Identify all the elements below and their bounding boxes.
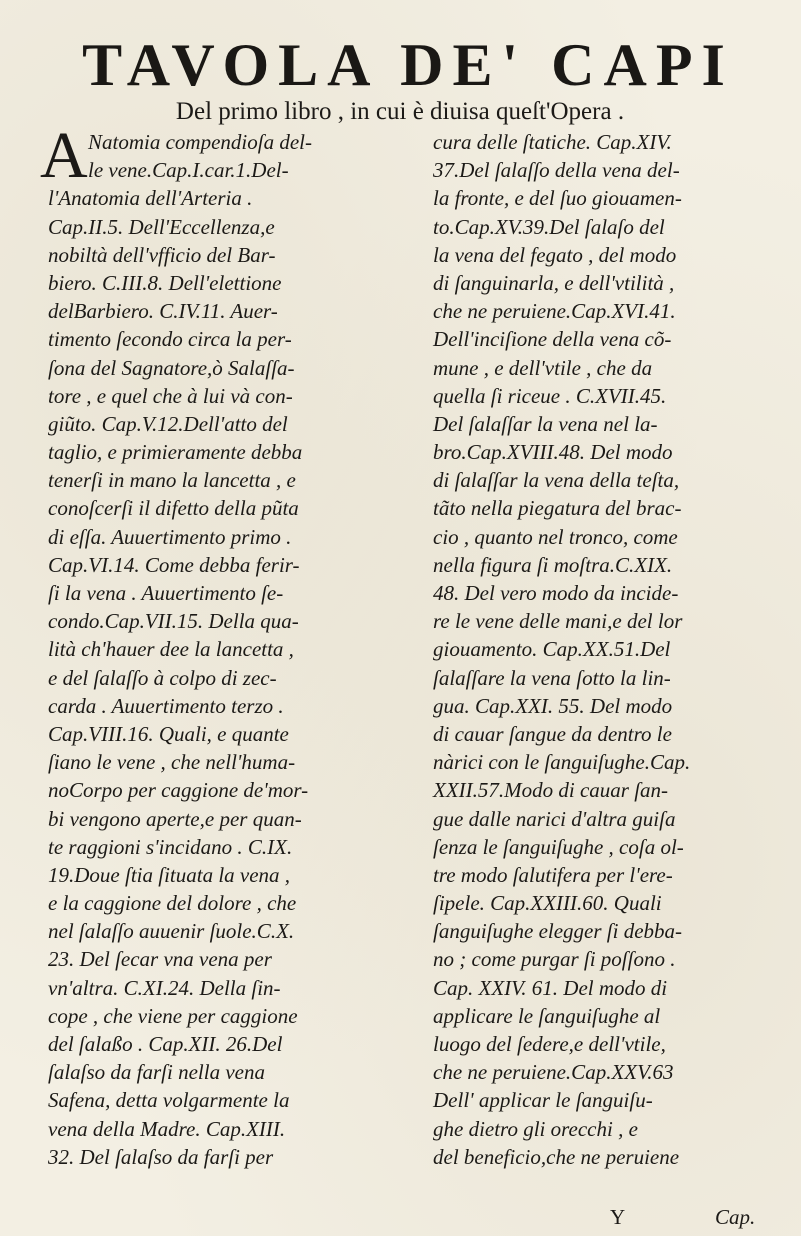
page-subtitle: Del primo libro , in cui è diuisa queſt'Opera . (175, 98, 625, 125)
text-line: gue dalle narici d'altra guiſa (433, 806, 676, 831)
text-line: ſalaſso da farſi nella vena (48, 1060, 265, 1085)
text-line: bi vengono aperte,e per quan- (48, 806, 302, 831)
text-line: Del ſalaſſar la vena nel la- (433, 411, 658, 436)
text-line: taglio, e primieramente debba (48, 440, 303, 465)
text-line: delBarbiero. C.IV.11. Auer- (48, 299, 278, 324)
text-line: vena della Madre. Cap.XIII. (48, 1116, 286, 1141)
text-line: ſenza le ſanguiſughe , coſa ol- (433, 834, 684, 859)
text-line: tenerſi in mano la lancetta , e (48, 468, 296, 493)
text-line: vn'altra. C.XI.24. Della ſin- (48, 975, 281, 1000)
text-line: del beneficio,che ne peruiene (433, 1144, 680, 1169)
text-line: biero. C.III.8. Dell'elettione (48, 270, 282, 295)
text-line: ſalaſſare la vena ſotto la lin- (433, 665, 671, 690)
text-line: Cap.II.5. Dell'Eccellenza,e (48, 214, 275, 239)
text-line: carda . Auuertimento terzo . (48, 693, 284, 718)
text-line: 32. Del ſalaſso da farſi per (48, 1144, 274, 1169)
text-line: quella ſi riceue . C.XVII.45. (433, 383, 667, 408)
text-line: te raggioni s'incidano . C.IX. (48, 834, 293, 859)
text-line: cope , che viene per caggione (48, 1003, 298, 1028)
text-line: Cap. XXIV. 61. Del modo di (433, 975, 668, 1000)
text-line: mune , e dell'vtile , che da (433, 355, 653, 380)
text-line: l'Anatomia dell'Arteria . (48, 186, 253, 211)
page-title: TAVOLA DE' CAPI (82, 32, 734, 98)
text-line: ſanguiſughe elegger ſi debba- (433, 919, 683, 944)
text-line: gua. Cap.XXI. 55. Del modo (433, 693, 673, 718)
text-line: che ne peruiene.Cap.XXV.63 (433, 1060, 674, 1085)
text-line: Safena, detta volgarmente la (48, 1088, 290, 1113)
text-line: re le vene delle mani,e del lor (433, 609, 683, 634)
text-line: di ſanguinarla, e dell'vtilità , (433, 270, 675, 295)
text-line: XXII.57.Modo di cauar ſan- (433, 778, 669, 803)
text-line: nobiltà dell'vfficio del Bar- (48, 242, 276, 267)
text-line: la vena del fegato , del modo (433, 242, 677, 267)
text-line: Cap.VI.14. Come debba ferir- (48, 552, 300, 577)
left-column (40, 119, 393, 1171)
text-line: 23. Del ſecar vna vena per (48, 947, 272, 972)
text-line: nella figura ſi moſtra.C.XIX. (433, 552, 673, 577)
text-line: 19.Doue ſtia ſituata la vena , (48, 862, 291, 887)
text-line: tre modo ſalutifera per l'ere- (433, 862, 673, 887)
text-line: lità ch'hauer dee la lancetta , (48, 637, 294, 662)
text-line: ghe dietro gli orecchi , e (433, 1116, 638, 1141)
text-line: giũto. Cap.V.12.Dell'atto del (48, 411, 288, 436)
text-line: Cap.VIII.16. Quali, e quante (48, 721, 289, 746)
text-line: tãto nella piegatura del brac- (433, 496, 682, 521)
text-line: giouamento. Cap.XX.51.Del (433, 637, 671, 662)
text-line: del ſalaßo . Cap.XII. 26.Del (48, 1032, 283, 1056)
text-line: di cauar ſangue da dentro le (433, 721, 672, 746)
signature-mark: Y (610, 1205, 626, 1229)
catchword: Cap. (715, 1205, 756, 1229)
text-line: luogo del ſedere,e dell'vtile, (433, 1032, 666, 1056)
text-line: ſi la vena . Auuertimento ſe- (48, 581, 284, 605)
text-line: e del ſalaſſo à colpo di zec- (48, 665, 277, 690)
text-line: cura delle ſtatiche. Cap.XIV. (433, 130, 672, 154)
text-line: conoſcerſi il difetto della pũta (48, 496, 299, 521)
text-line: no ; come purgar ſi poſſono . (433, 947, 676, 972)
text-line: 48. Del vero modo da incide- (433, 581, 679, 605)
text-line: cio , quanto nel tronco, come (433, 524, 678, 549)
text-line: di ſalaſſar la vena della teſta, (433, 468, 680, 493)
text-line: tore , e quel che à lui và con- (48, 383, 293, 408)
text-line: ſiano le vene , che nell'huma- (48, 750, 296, 775)
text-line: timento ſecondo circa la per- (48, 327, 292, 352)
text-line: Dell' applicar le ſanguiſu- (433, 1088, 653, 1113)
text-line: ſipele. Cap.XXIII.60. Quali (433, 891, 662, 916)
text-line: condo.Cap.VII.15. Della qua- (48, 609, 299, 634)
text-line: 37.Del ſalaſſo della vena del- (433, 158, 680, 183)
text-line: ſona del Sagnatore,ò Salaſſa- (48, 355, 295, 380)
text-line: e la caggione del dolore , che (48, 891, 297, 916)
text-line: nàrici con le ſanguiſughe.Cap. (433, 750, 691, 775)
right-column (433, 128, 778, 1171)
text-line: to.Cap.XV.39.Del ſalaſo del (433, 214, 665, 239)
text-line: Natomia compendioſa del- (88, 130, 312, 154)
text-line: applicare le ſanguiſughe al (433, 1003, 661, 1028)
drop-cap: A (40, 119, 88, 192)
text-line: le vene.Cap.I.car.1.Del- (88, 158, 289, 183)
text-line: nel ſalaſſo auuenir ſuole.C.X. (48, 919, 295, 944)
text-line: di eſſa. Auuertimento primo . (48, 524, 292, 549)
text-line: la fronte, e del ſuo giouamen- (433, 186, 682, 211)
text-line: noCorpo per caggione de'mor- (48, 778, 309, 803)
text-line: Dell'inciſione della vena cõ- (433, 327, 672, 352)
text-line: bro.Cap.XVIII.48. Del modo (433, 440, 673, 465)
text-line: che ne peruiene.Cap.XVI.41. (433, 299, 676, 324)
